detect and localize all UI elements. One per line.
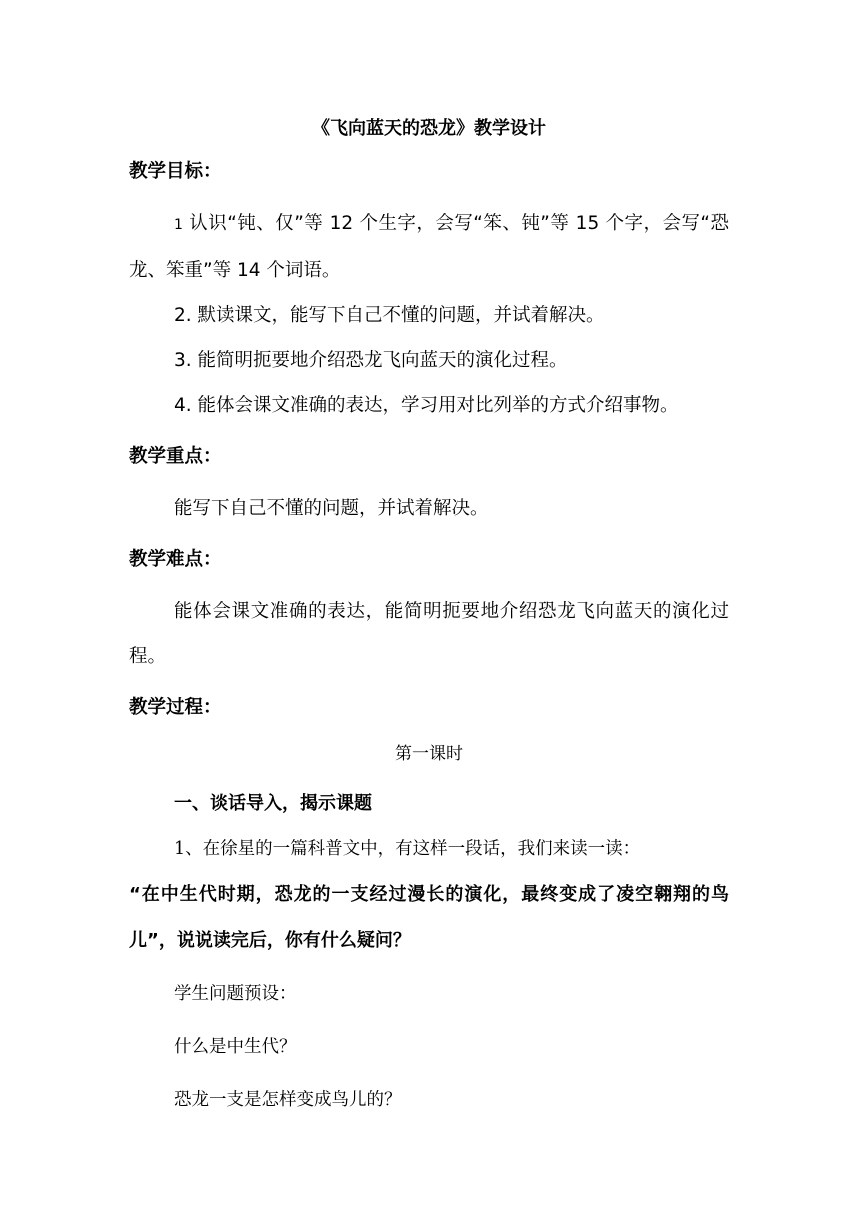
lesson-title: 第一课时 [395, 744, 463, 764]
goals-heading: 教学目标： [129, 161, 222, 182]
document-content [129, 112, 729, 1123]
step-1-heading [129, 781, 729, 827]
process-heading: 教学过程： [129, 697, 222, 718]
key-points-text: 能写下自己不懂的问题，并试着解决。 [174, 498, 489, 519]
step-1-heading-text: 一、谈话导入，揭示课题 [174, 793, 372, 814]
goal-item-1-text: 认识“钝、仅”等 12 个生字，会写“笨、钝”等 15 个字，会写“恐龙、笨重”等 14 个词语。 [129, 213, 729, 281]
document-title: 《飞向蓝天的恐龙》教学设计 [312, 118, 546, 139]
difficulty-heading: 教学难点： [129, 549, 222, 570]
preset-question-2: 恐龙一支是怎样变成鸟儿的？ [174, 1090, 402, 1110]
preset-question-1: 什么是中生代？ [174, 1037, 297, 1057]
step-1-quote-text: “在中生代时期，恐龙的一支经过漫长的演化，最终变成了凌空翱翔的鸟儿”，说说读完后，你有什么疑问？ [129, 884, 729, 951]
step-1-quote [129, 872, 729, 964]
difficulty-text: 能体会课文准确的表达，能简明扼要地介绍恐龙飞向蓝天的演化过程。 [129, 601, 729, 667]
goal-item-1-number: 1 [174, 217, 183, 233]
goal-item-2: 2. 默读课文，能写下自己不懂的问题，并试着解决。 [174, 305, 605, 326]
key-points-heading: 教学重点： [129, 446, 222, 467]
preset-label: 学生问题预设： [174, 984, 297, 1004]
goal-item-4: 4. 能体会课文准确的表达，学习用对比列举的方式介绍事物。 [174, 395, 679, 416]
goal-item-1 [129, 201, 729, 293]
step-1-intro: 1、在徐星的一篇科普文中，有这样一段话，我们来读一读： [174, 839, 641, 859]
goal-item-3: 3. 能简明扼要地介绍恐龙飞向蓝天的演化过程。 [174, 350, 568, 371]
